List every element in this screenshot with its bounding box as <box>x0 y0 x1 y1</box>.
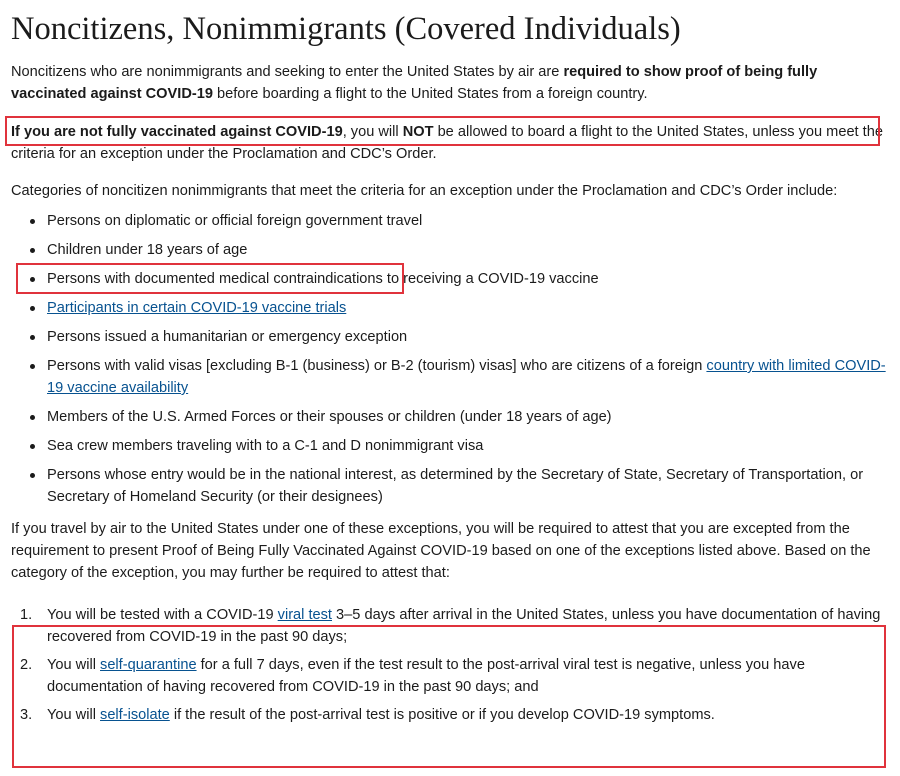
page-content <box>11 0 889 732</box>
intro-text: Noncitizens who are nonimmigrants and seeking to enter the United States by air are <box>11 64 564 80</box>
intro-bold-text: required to show proof of being fully vaccinated against COVID-19 <box>11 64 818 102</box>
list-item <box>11 239 889 261</box>
list-item <box>11 326 889 348</box>
list-item <box>11 210 889 232</box>
bullet-icon <box>30 335 35 340</box>
list-item-text: Persons with valid visas [excluding B-1 (business) or B-2 (tourism) visas] who are citizens of a foreign <box>47 358 707 374</box>
list-item-text: Members of the U.S. Armed Forces or their spouses or children (under 18 years of age) <box>47 409 612 425</box>
list-item-text: Persons with documented medical contraindications to receiving a COVID-19 vaccine <box>47 271 599 287</box>
page-title: Noncitizens, Nonimmigrants (Covered Individuals) <box>11 11 681 47</box>
list-item-text: if the result of the post-arrival test is positive or if you develop COVID-19 symptoms. <box>169 707 715 723</box>
list-item-text: You will <box>47 657 101 673</box>
warning-bold-text: If you are not fully vaccinated against COVID-19 <box>11 124 343 140</box>
bullet-icon <box>30 415 35 420</box>
list-item <box>11 464 889 508</box>
warning-text-end: be allowed to board a flight to the United States, unless you meet the criteria for an exception under the Proclamation and CDC’s Order. <box>11 124 883 162</box>
list-item-text: Children under 18 years of age <box>47 242 248 258</box>
warning-text: , you will <box>342 124 403 140</box>
list-item-text: Persons issued a humanitarian or emergency exception <box>47 329 408 345</box>
list-item <box>11 604 889 648</box>
list-item-text: 3–5 days after arrival in the United States, unless you have documentation of having recovered from COVID-19 in the past 90 days; <box>47 607 881 645</box>
viral-test-link[interactable]: viral test <box>277 607 332 623</box>
intro-text-end: before boarding a flight to the United States from a foreign country. <box>212 86 648 102</box>
list-item-text: You will <box>47 707 101 723</box>
list-item <box>11 654 889 698</box>
bullet-icon <box>30 277 35 282</box>
exceptions-list <box>11 210 889 508</box>
bullet-icon <box>30 473 35 478</box>
list-number: 2. <box>20 657 33 673</box>
requirements-list <box>11 604 889 726</box>
self-isolate-link[interactable]: self-isolate <box>100 707 170 723</box>
list-item-text: for a full 7 days, even if the test result to the post-arrival viral test is negative, unless you have documentation of having recovered from COVID-19 in the past 90 days; and <box>47 657 805 695</box>
list-item <box>11 406 889 428</box>
bullet-icon <box>30 306 35 311</box>
intro-paragraph <box>11 61 889 105</box>
list-item <box>11 435 889 457</box>
bullet-icon <box>30 364 35 369</box>
list-item <box>11 268 889 290</box>
limited-vaccine-availability-link[interactable]: country with limited COVID-19 vaccine availability <box>47 358 886 396</box>
bullet-icon <box>30 248 35 253</box>
list-item-text: Persons on diplomatic or official foreign government travel <box>47 213 423 229</box>
list-item-text: Sea crew members traveling with to a C-1 and D nonimmigrant visa <box>47 438 484 454</box>
warning-not-text: NOT <box>402 124 434 140</box>
list-item <box>11 297 889 319</box>
list-item <box>11 704 889 726</box>
list-number: 3. <box>20 707 33 723</box>
bullet-icon <box>30 219 35 224</box>
list-item-text: Persons whose entry would be in the national interest, as determined by the Secretary of State, Secretary of Transportation, or Secretary of Homeland Security (or their designees) <box>47 467 864 505</box>
self-quarantine-link[interactable]: self-quarantine <box>100 657 197 673</box>
list-item <box>11 355 889 399</box>
categories-intro: Categories of noncitizen nonimmigrants that meet the criteria for an exception under the Proclamation and CDC’s Order include: <box>11 183 838 199</box>
bullet-icon <box>30 444 35 449</box>
list-item-text: You will be tested with a COVID-19 <box>47 607 278 623</box>
vaccine-trials-link[interactable]: Participants in certain COVID-19 vaccine trials <box>47 300 347 316</box>
warning-paragraph <box>11 121 889 165</box>
attest-paragraph: If you travel by air to the United States under one of these exceptions, you will be required to attest that you are excepted from the requirement to present Proof of Being Fully Vaccinated Against COVID-19 based on one of the exceptions listed above. Based on the category of the exception, you may further be required to attest that: <box>11 521 871 581</box>
requirements-section <box>11 604 889 726</box>
list-number: 1. <box>20 607 33 623</box>
